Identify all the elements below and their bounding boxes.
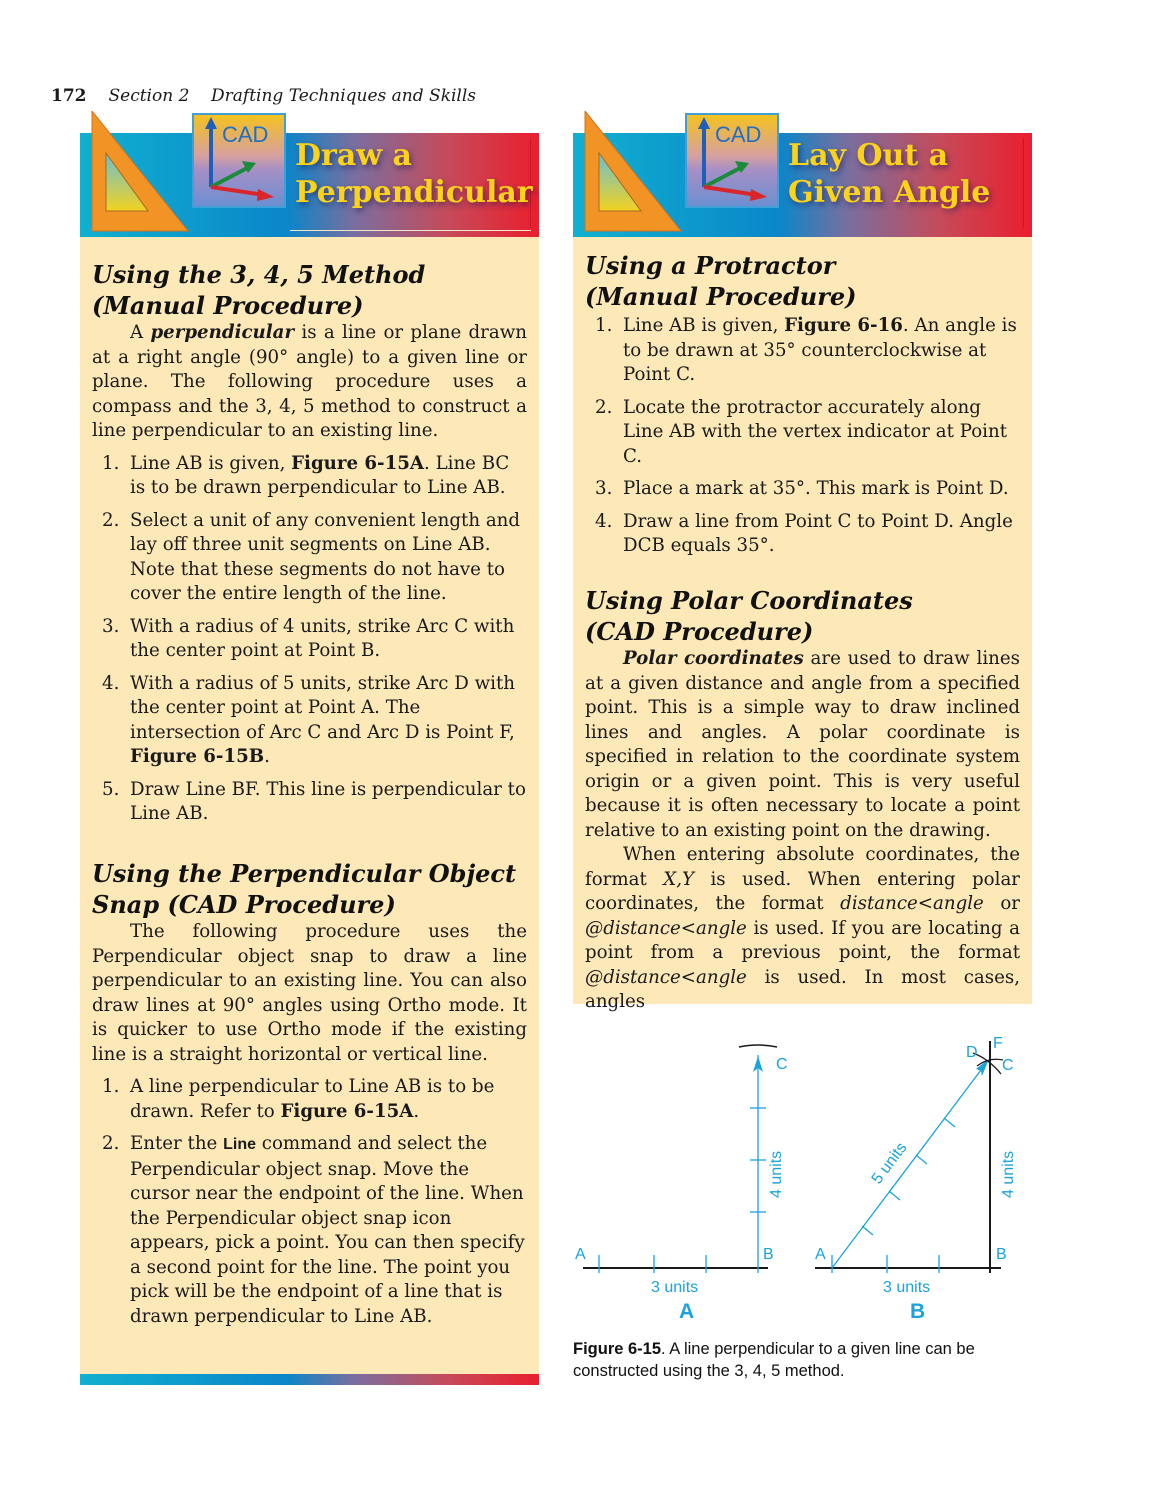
heading-line1: Using Polar Coordinates [585, 586, 913, 615]
figure-reference: Figure 6-15A [280, 1100, 414, 1122]
figure-reference: Figure 6-15B [130, 746, 265, 767]
figure-caption [573, 1338, 1023, 1382]
step-text: . [413, 1100, 420, 1122]
paragraph-text: When entering absolute coordinates, the format [585, 844, 1020, 890]
steps-list [585, 314, 1020, 559]
step-number: 1. [595, 315, 613, 336]
banner-title-line1: Draw a [295, 138, 412, 173]
point-f-label: F [993, 1035, 1003, 1052]
step-text: Locate the protractor accurately along Line AB with the vertex indicator at Point C. [623, 396, 1008, 467]
step-number: 4. [595, 510, 613, 532]
step-number: 5. [102, 778, 120, 800]
list-item [585, 477, 1020, 502]
figure-6-15 [565, 1030, 1045, 1335]
section-heading [585, 585, 1020, 647]
intro-paragraph [92, 321, 527, 444]
section-number: Section 2 [108, 86, 190, 106]
triangle-icon [583, 111, 683, 233]
step-number: 1. [102, 1076, 120, 1097]
command-name: Line [223, 1136, 256, 1153]
format-xy: X,Y [663, 868, 694, 890]
banner-title-line1: Lay Out a [788, 138, 949, 173]
banner-title [788, 137, 990, 211]
figure-panel-a [575, 1045, 788, 1323]
banner-title [295, 137, 533, 211]
panel-label-a: A [679, 1300, 695, 1323]
polar-paragraph-2 [585, 843, 1020, 1015]
banner-title-line2: Given Angle [788, 175, 991, 210]
left-section-3-4-5 [92, 259, 527, 835]
bottom-gradient-bar [80, 1374, 539, 1385]
left-banner [80, 122, 539, 237]
cad-badge-icon [192, 113, 286, 208]
hypotenuse-length-label: 5 units [868, 1139, 911, 1188]
format-relative-polar: @distance<angle [585, 966, 747, 988]
step-text: command and select the Perpendicular object snap. Move the cursor near the endpoint of the line. When the Perpendicular object snap icon appears, pick a point. You can then specify a second point for the line. The point you pick will be the endpoint of a line that is drawn perpendicular to Line AB. [130, 1133, 525, 1327]
intro-paragraph: The following procedure uses the Perpendicular object snap to draw a line perpendicular to an existing line. You can also draw lines at 90° angles using Ortho mode. It is quicker to use Ortho mode if the existing line is a straight horizontal or vertical line. [92, 921, 527, 1065]
list-item [585, 314, 1020, 388]
heading-line2: (Manual Procedure) [585, 282, 857, 311]
step-text: Place a mark at 35°. This mark is Point D. [623, 478, 1009, 499]
running-head [51, 86, 476, 106]
section-label [109, 86, 477, 106]
intro-pre: A [130, 322, 151, 343]
step-number: 3. [102, 615, 120, 637]
page-number: 172 [51, 86, 87, 106]
list-item [92, 672, 527, 770]
heading-line2: Snap (CAD Procedure) [92, 890, 396, 919]
cad-badge-icon [685, 113, 779, 208]
step-number: 3. [595, 478, 613, 499]
point-c-label: C [1002, 1057, 1014, 1074]
cad-badge-label: CAD [715, 122, 762, 147]
base-length-label: 3 units [883, 1279, 931, 1296]
list-item [92, 452, 527, 501]
heading-line1: Using the Perpendicular Object [92, 859, 517, 888]
point-c-label: C [776, 1056, 788, 1073]
point-b-label: B [996, 1246, 1007, 1263]
cad-badge-label: CAD [222, 122, 269, 147]
list-item [92, 778, 527, 827]
list-item [585, 396, 1020, 470]
paragraph-text: are used to draw lines at a given distance and angle from a specified point. This is a simple way to draw inclined lines and angles. A polar coordinate is specified in relation to the coordinate system origin or a given point. This is very useful because it is often necessary to locate a point relative to an existing point on the drawing. [585, 648, 1020, 841]
list-item [92, 1132, 527, 1329]
list-item [92, 615, 527, 664]
heading-line2: (CAD Procedure) [585, 617, 814, 646]
step-text: Draw a line from Point C to Point D. Angle DCB equals 35°. [623, 510, 1013, 556]
point-b-label: B [763, 1246, 774, 1263]
section-heading [92, 259, 527, 321]
figure-reference: Figure 6-16 [784, 315, 903, 336]
step-text: Line AB is given, [623, 315, 785, 336]
step-number: 1. [102, 452, 120, 474]
right-section-polar [585, 585, 1020, 1015]
section-title: Drafting Techniques and Skills [211, 86, 477, 106]
list-item [585, 510, 1020, 559]
list-item [92, 1075, 527, 1124]
step-text: Enter the [130, 1133, 224, 1154]
step-number: 2. [595, 396, 613, 418]
figure-panel-b [815, 1035, 1017, 1323]
step-text: . An angle is to be drawn at 35° counterclockwise at Point C. [623, 315, 1017, 385]
point-d-label: D [966, 1044, 978, 1061]
vertical-length-label: 4 units [1000, 1150, 1017, 1198]
left-section-object-snap [92, 858, 527, 1337]
heading-line1: Using a Protractor [585, 251, 836, 280]
step-text: Line AB is given, [130, 452, 292, 474]
section-heading [92, 858, 527, 920]
step-text: . Line BC is to be drawn perpendicular to Line AB. [130, 452, 510, 498]
heading-line1: Using the 3, 4, 5 Method [92, 260, 426, 289]
step-number: 2. [102, 509, 120, 531]
paragraph-text: or [983, 893, 1020, 914]
polar-paragraph-1 [585, 647, 1020, 843]
paragraph-text: is used. When entering polar coordinates, the format [585, 868, 1020, 914]
triangle-icon [90, 111, 190, 233]
step-number: 2. [102, 1133, 120, 1154]
panel-label-b: B [910, 1300, 926, 1323]
section-heading [585, 250, 1020, 312]
step-text: A line perpendicular to Line AB is to be drawn. Refer to [130, 1076, 495, 1122]
figure-reference: Figure 6-15A [291, 452, 425, 474]
caption-text: . A line perpendicular to a given line can be constructed using the 3, 4, 5 method. [573, 1340, 975, 1380]
step-text: Select a unit of any convenient length and lay off three unit segments on Line AB. Note that these segments do not have to cover the entire length of the line. [130, 509, 521, 604]
step-text: With a radius of 4 units, strike Arc C with the center point at Point B. [130, 615, 515, 661]
right-panel [573, 122, 1032, 1012]
vertical-length-label: 4 units [768, 1150, 785, 1198]
base-length-label: 3 units [651, 1279, 699, 1296]
point-a-label: A [575, 1246, 586, 1263]
step-text: Draw Line BF. This line is perpendicular to Line AB. [130, 778, 526, 824]
steps-list [92, 1075, 527, 1329]
heading-line2: (Manual Procedure) [92, 291, 364, 320]
intro-post: is a line or plane drawn at a right angle (90° angle) to a given line or plane. The following procedure uses a compass and the 3, 4, 5 method to construct a line perpendicular to an existing line. [92, 322, 527, 441]
format-relative-polar: @distance<angle [585, 917, 747, 939]
banner-title-line2: Perpendicular [295, 175, 533, 210]
step-number: 4. [102, 672, 120, 694]
banner-rule [290, 230, 531, 231]
right-banner [573, 122, 1032, 237]
step-text: With a radius of 5 units, strike Arc D with the center point at Point A. The intersection of Arc C and Arc D is Point F, [130, 672, 515, 743]
paragraph-text: is used. If you are locating a point from a previous point, the format [585, 917, 1020, 963]
term-perpendicular: perpendicular [150, 322, 295, 343]
paragraph-text: is used. In most cases, angles [585, 966, 1020, 1012]
left-panel [80, 122, 539, 1385]
steps-list [92, 452, 527, 827]
step-text: . [264, 746, 270, 767]
term-polar-coordinates: Polar coordinates [623, 648, 804, 669]
list-item [92, 509, 527, 607]
format-polar: distance<angle [840, 893, 984, 914]
caption-figure-ref: Figure 6-15 [573, 1340, 662, 1358]
point-a-label: A [815, 1246, 826, 1263]
right-section-protractor [585, 250, 1020, 567]
